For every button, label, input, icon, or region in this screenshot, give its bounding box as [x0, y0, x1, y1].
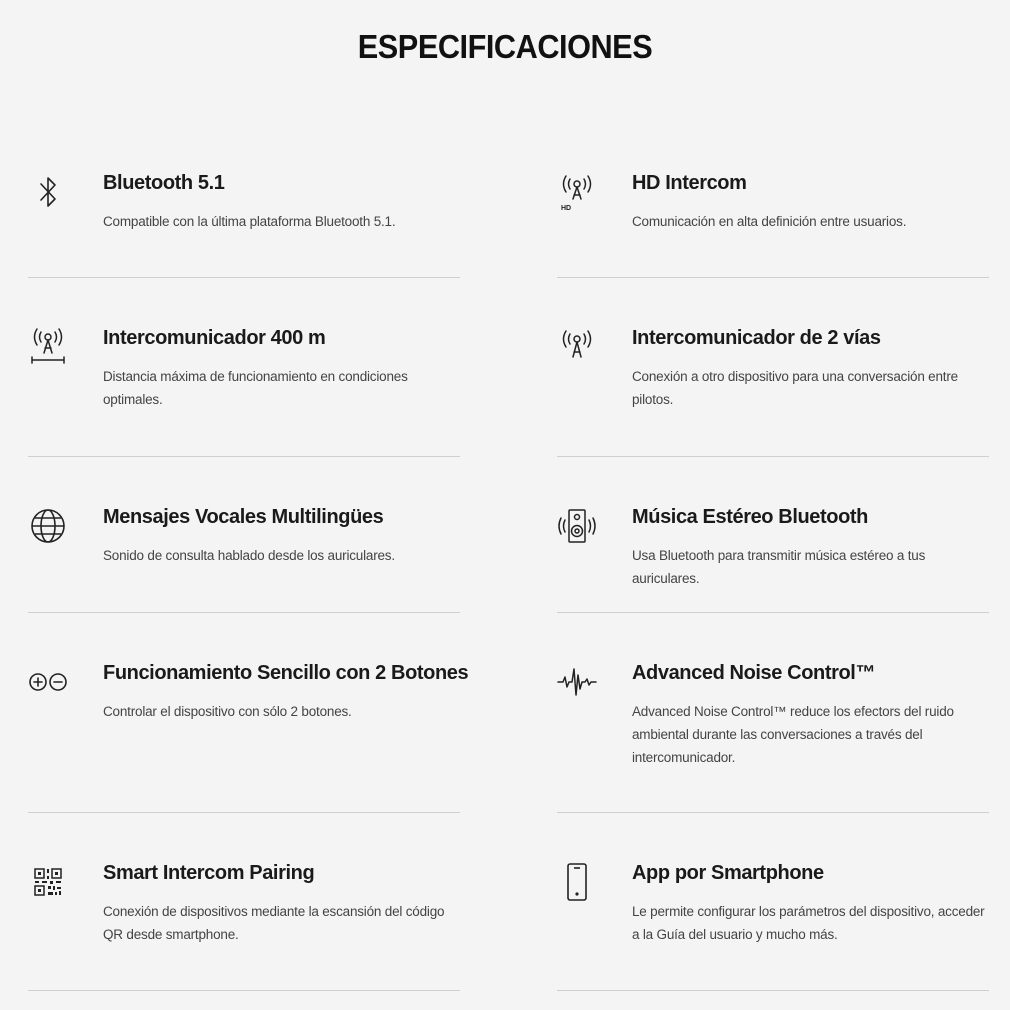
- spec-description: Conexión de dispositivos mediante la escansión del código QR desde smartphone.: [103, 904, 445, 942]
- spec-title: App por Smartphone: [632, 862, 824, 884]
- divider: [557, 456, 989, 457]
- spec-description: Advanced Noise Control™ reduce los efectors del ruido ambiental durante las conversaciones a través del intercomunicador.: [632, 704, 954, 765]
- spec-title: Smart Intercom Pairing: [103, 862, 315, 884]
- spec-title: Funcionamiento Sencillo con 2 Botones: [103, 662, 469, 684]
- spec-description: Le permite configurar los parámetros del dispositivo, acceder a la Guía del usuario y mucho más.: [632, 904, 985, 942]
- qr-code-icon: [28, 862, 68, 902]
- spec-description: Comunicación en alta definición entre usuarios.: [632, 214, 907, 229]
- page-title: ESPECIFICACIONES: [357, 28, 653, 65]
- intercom-range-icon: [28, 327, 68, 367]
- noise-wave-icon: [557, 662, 597, 702]
- spec-title: Intercomunicador de 2 vías: [632, 327, 881, 349]
- spec-description: Conexión a otro dispositivo para una conversación entre pilotos.: [632, 369, 958, 407]
- divider: [28, 812, 460, 813]
- divider: [557, 612, 989, 613]
- divider: [28, 990, 460, 991]
- spec-description: Compatible con la última plataforma Bluetooth 5.1.: [103, 214, 396, 229]
- spec-title: Música Estéreo Bluetooth: [632, 506, 868, 528]
- spec-title: Bluetooth 5.1: [103, 172, 225, 194]
- smartphone-icon: [557, 862, 597, 902]
- two-way-intercom-icon: [557, 327, 597, 367]
- bluetooth-icon: [28, 172, 68, 212]
- spec-description: Usa Bluetooth para transmitir música estéreo a tus auriculares.: [632, 548, 926, 586]
- spec-description: Controlar el dispositivo con sólo 2 botones.: [103, 704, 352, 719]
- spec-title: Intercomunicador 400 m: [103, 327, 326, 349]
- spec-title: HD Intercom: [632, 172, 747, 194]
- divider: [557, 812, 989, 813]
- speaker-icon: [557, 506, 597, 546]
- divider: [28, 456, 460, 457]
- hd-icon-label: HD: [561, 205, 572, 212]
- spec-title: Advanced Noise Control™: [632, 662, 876, 684]
- divider: [28, 277, 460, 278]
- globe-icon: [28, 506, 68, 546]
- divider: [557, 277, 989, 278]
- hd-intercom-icon: [557, 172, 597, 212]
- spec-description: Distancia máxima de funcionamiento en condiciones optimales.: [103, 369, 408, 407]
- spec-description: Sonido de consulta hablado desde los auriculares.: [103, 548, 395, 563]
- plus-minus-buttons-icon: [28, 662, 68, 702]
- divider: [28, 612, 460, 613]
- spec-title: Mensajes Vocales Multilingües: [103, 506, 384, 528]
- divider: [557, 990, 989, 991]
